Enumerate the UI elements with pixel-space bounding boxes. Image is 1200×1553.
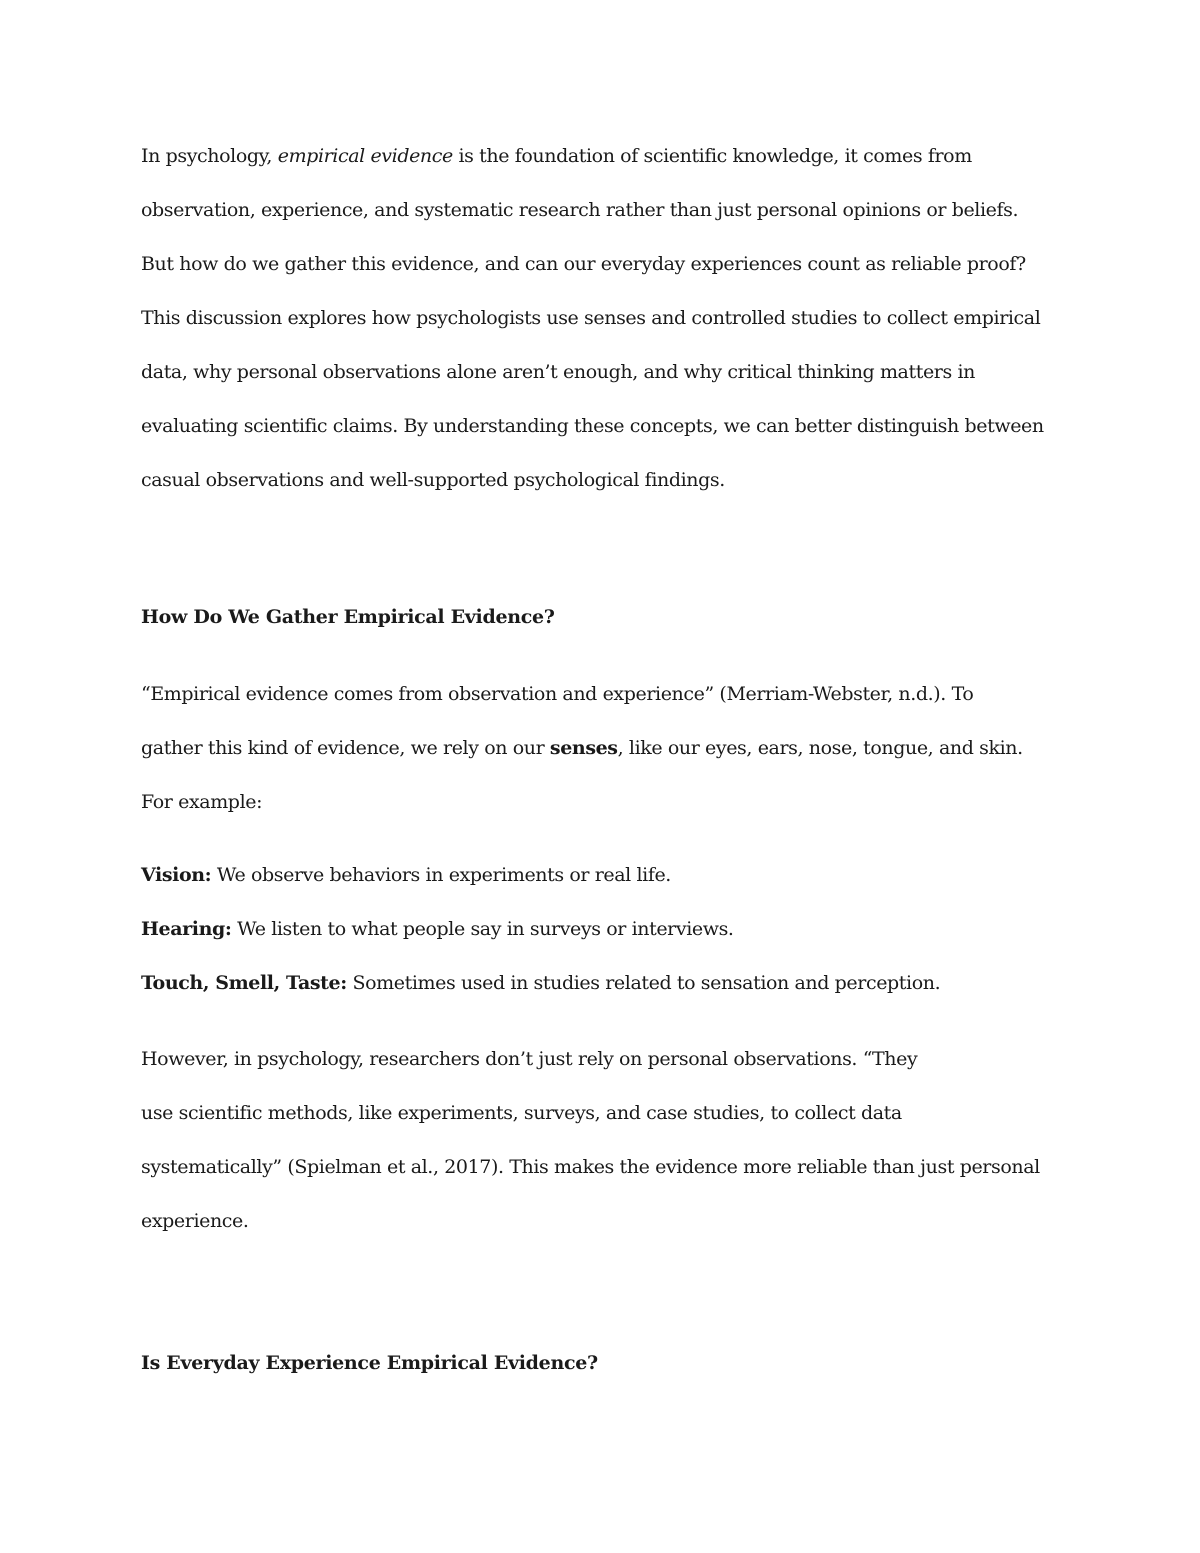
text-line: observation, experience, and systematic research rather than just personal opinions or beliefs. [141, 199, 1019, 221]
text-line: systematically” (Spielman et al., 2017). This makes the evidence more reliable than just personal [141, 1156, 1040, 1178]
section-heading-gather-evidence: How Do We Gather Empirical Evidence? [141, 606, 555, 628]
section-heading-everyday-experience: Is Everyday Experience Empirical Evidence? [141, 1352, 598, 1374]
list-item-term: Vision: [141, 864, 212, 886]
text-line: data, why personal observations alone aren’t enough, and why critical thinking matters in [141, 361, 975, 383]
text-line: But how do we gather this evidence, and can our everyday experiences count as reliable proof? [141, 253, 1026, 275]
text-line: casual observations and well-supported psychological findings. [141, 469, 725, 491]
list-item-term: Hearing: [141, 918, 232, 940]
list-item-term: Touch, Smell, Taste: [141, 972, 347, 994]
list-item: Touch, Smell, Taste: Sometimes used in studies related to sensation and perception. [141, 972, 941, 994]
text-line: evaluating scientific claims. By understanding these concepts, we can better distinguish between [141, 415, 1044, 437]
intro-paragraph [141, 129, 1071, 507]
evidence-paragraph [141, 667, 1071, 829]
text-line: In psychology, empirical evidence is the foundation of scientific knowledge, it comes from [141, 145, 972, 167]
bold-term: senses [549, 737, 618, 759]
text-line: This discussion explores how psychologists use senses and controlled studies to collect empirical [141, 307, 1041, 329]
text-line: use scientific methods, like experiments, surveys, and case studies, to collect data [141, 1102, 902, 1124]
text-line: For example: [141, 791, 263, 813]
text-line: gather this kind of evidence, we rely on our senses, like our eyes, ears, nose, tongue, and skin. [141, 737, 1023, 759]
senses-list [141, 848, 1071, 1010]
text-line: However, in psychology, researchers don’t just rely on personal observations. “They [141, 1048, 918, 1070]
emphasis-term: empirical evidence [277, 145, 453, 167]
list-item: Vision: We observe behaviors in experiments or real life. [141, 864, 671, 886]
methods-paragraph [141, 1032, 1071, 1248]
list-item: Hearing: We listen to what people say in surveys or interviews. [141, 918, 734, 940]
text-line: “Empirical evidence comes from observation and experience” (Merriam-Webster, n.d.). To [141, 683, 974, 705]
text-line: experience. [141, 1210, 249, 1232]
